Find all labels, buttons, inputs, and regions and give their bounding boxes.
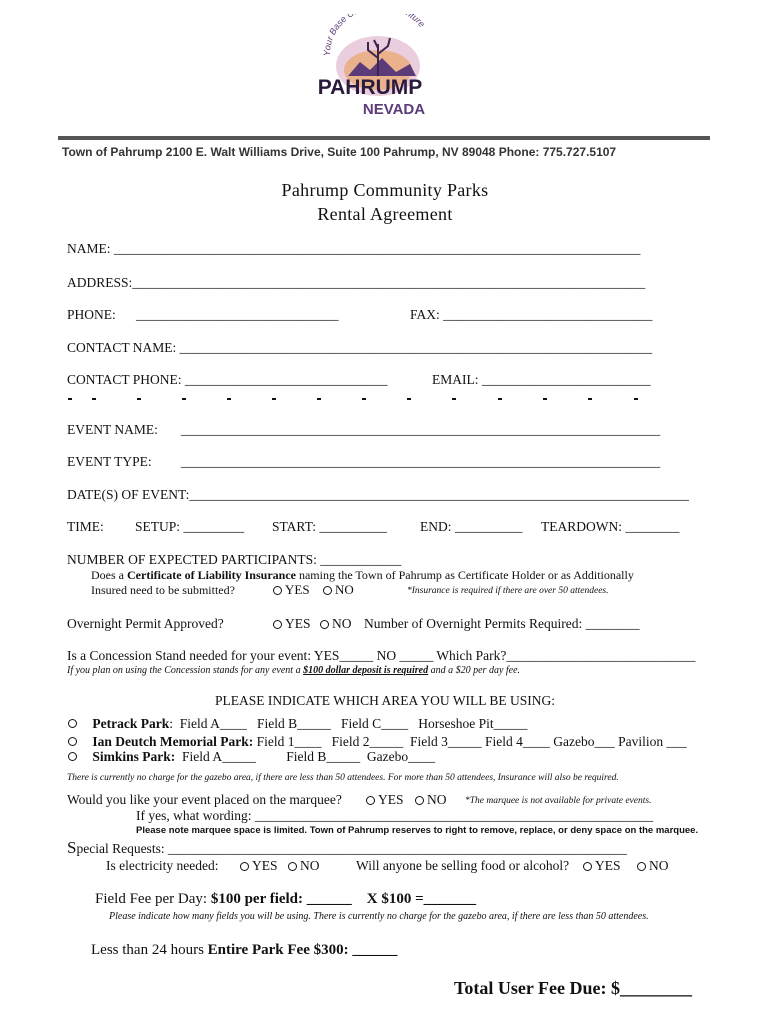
marquee-disclaimer: Please note marquee space is limited. Town of Pahrump reserves to right to remove, replace, or deny space on the marquee. [136,825,699,836]
contact-name-field[interactable]: CONTACT NAME: ______________________________________________________________________ [67,340,653,355]
areas-note: There is currently no charge for the gazebo area, if there are less than 50 attendees. For more than 50 attendees, Insurance will also be required. [67,773,619,783]
radio-icon[interactable] [273,586,282,595]
selling-no-option[interactable]: NO [637,858,669,874]
insurance-question: Does a Certificate of Liability Insurance naming the Town of Pahrump as Certificate Holder or as Additionally [91,568,634,582]
form-title: Pahrump Community Parks [281,180,489,200]
form-subtitle: Rental Agreement [317,204,453,224]
logo-wordmark: PAHRUMP [317,76,423,99]
insurance-note: *Insurance is required if there are over 50 attendees. [407,586,609,596]
event-name-label: EVENT NAME: [67,422,158,437]
radio-icon[interactable] [320,620,329,629]
address-field[interactable]: ADDRESS:____________________________________________________________________________ [67,275,646,290]
marquee-wording-field[interactable]: If yes, what wording: ___________________________________________________________ [136,808,654,823]
name-field[interactable]: NAME: ______________________________________________________________________________ [67,241,641,256]
marquee-question: Would you like your event placed on the marquee? [67,792,342,807]
concession-question[interactable]: Is a Concession Stand needed for your event: YES_____ NO _____ Which Park?____________________________ [67,648,696,663]
selling-yes-option[interactable]: YES [583,858,621,874]
logo-state: NEVADA [362,101,426,118]
insurance-yes-option[interactable]: YES [273,582,310,598]
overnight-no-option[interactable]: NO [320,616,352,632]
phone-field[interactable]: ______________________________ [136,307,339,322]
header-rule [58,136,710,140]
teardown-field[interactable]: TEARDOWN: ________ [541,519,680,534]
contact-phone-field[interactable]: CONTACT PHONE: ______________________________ [67,372,388,387]
email-field[interactable]: EMAIL: _________________________ [432,372,651,387]
radio-icon[interactable] [240,862,249,871]
end-field[interactable]: END: __________ [420,519,523,534]
event-name-field[interactable]: _______________________________________________________________________ [181,422,661,437]
marquee-yes-option[interactable]: YES [366,792,404,808]
radio-icon[interactable] [637,862,646,871]
radio-icon[interactable] [583,862,592,871]
park-fee-line[interactable]: Less than 24 hours Entire Park Fee $300: ______ [91,942,398,958]
radio-icon[interactable] [273,620,282,629]
radio-icon[interactable] [288,862,297,871]
bullet-icon[interactable] [68,719,77,728]
participants-field[interactable]: NUMBER OF EXPECTED PARTICIPANTS: ____________ [67,552,402,567]
event-dates-field[interactable]: DATE(S) OF EVENT:__________________________________________________________________________ [67,487,689,502]
bullet-icon[interactable] [68,737,77,746]
pahrump-logo [298,14,448,122]
radio-icon[interactable] [366,796,375,805]
radio-icon[interactable] [415,796,424,805]
overnight-label: Overnight Permit Approved? [67,616,224,631]
electricity-label: Is electricity needed: [106,858,219,873]
electricity-yes-option[interactable]: YES [240,858,278,874]
concession-note: If you plan on using the Concession stands for any event a $100 dollar deposit is required and a $20 per day fee. [67,665,521,676]
phone-label: PHONE: [67,307,116,322]
marquee-note: *The marquee is not available for private events. [465,796,652,806]
start-field[interactable]: START: __________ [272,519,387,534]
event-type-label: EVENT TYPE: [67,454,152,469]
bullet-icon[interactable] [68,752,77,761]
insurance-no-option[interactable]: NO [323,582,354,598]
areas-heading: PLEASE INDICATE WHICH AREA YOU WILL BE USING: [214,693,556,708]
electricity-no-option[interactable]: NO [288,858,320,874]
area-ian-deutch[interactable]: Ian Deutch Memorial Park: Field 1____ Field 2_____ Field 3_____ Field 4____ Gazebo___ Pavilion ___ [68,734,687,750]
special-requests-field[interactable]: Special Requests: ____________________________________________________________________ [67,838,627,857]
event-type-field[interactable]: _______________________________________________________________________ [181,454,661,469]
time-label: TIME: [67,519,104,534]
fax-field[interactable]: FAX: _______________________________ [410,307,653,322]
insurance-question-line2: Insured need to be submitted? [91,583,235,597]
overnight-count-field[interactable]: Number of Overnight Permits Required: ________ [364,616,640,631]
field-fee-note: Please indicate how many fields you will be using. There is currently no charge for the gazebo area, if there are less than 50 attendees. [109,911,649,922]
total-fee-due[interactable]: Total User Fee Due: $________ [454,978,692,998]
selling-label: Will anyone be selling food or alcohol? [356,858,570,873]
field-fee-line[interactable]: Field Fee per Day: $100 per field: ______ X $100 =_______ [95,891,477,907]
radio-icon[interactable] [323,586,332,595]
area-simkins[interactable]: Simkins Park: Field A_____ Field B_____ Gazebo____ [68,749,435,765]
setup-field[interactable]: SETUP: _________ [135,519,245,534]
area-petrack[interactable]: Petrack Park: Field A____ Field B_____ Field C____ Horseshoe Pit_____ [68,716,527,732]
header-address: Town of Pahrump 2100 E. Walt Williams Drive, Suite 100 Pahrump, NV 89048 Phone: 775.727.5107 [62,145,617,159]
overnight-yes-option[interactable]: YES [273,616,311,632]
logo-tagline: Your Base ture [321,14,427,57]
marquee-no-option[interactable]: NO [415,792,447,808]
logo-graphic [298,14,448,122]
